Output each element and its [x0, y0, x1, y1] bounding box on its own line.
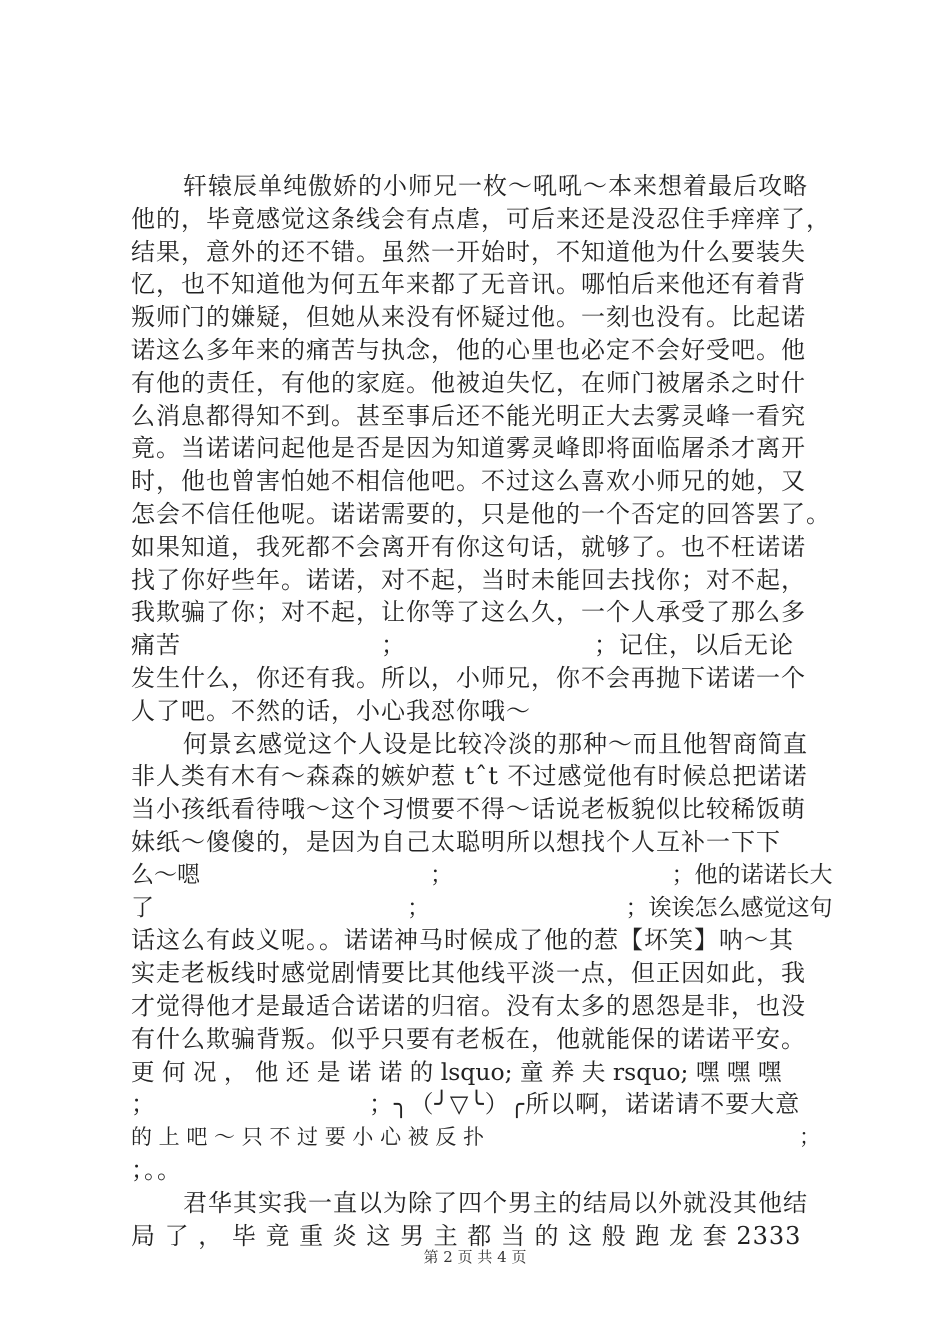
- text-line: 了 ； ；诶诶怎么感觉这句: [131, 894, 833, 921]
- body-text: [131, 170, 831, 1252]
- text-line: 人了吧。不然的话，小心我怼你哦～: [131, 696, 531, 725]
- text-line: 结果，意外的还不错。虽然一开始时，不知道他为什么要装失: [131, 237, 806, 266]
- text-line: 叛师门的嫌疑，但她从来没有怀疑过他。一刻也没有。比起诺: [131, 303, 806, 332]
- text-line: 有他的责任，有他的家庭。他被迫失忆，在师门被屠杀之时什: [131, 368, 806, 397]
- text-line: ； ；╮（╯▽╰）╭所以啊，诺诺请不要大意: [131, 1090, 801, 1119]
- text-line: 局 了 ， 毕 竟 重 炎 这 男 主 都 当 的 这 般 跑 龙 套 2333: [131, 1221, 802, 1250]
- text-line: 么消息都得知不到。甚至事后还不能光明正大去雾灵峰一看究: [131, 401, 806, 430]
- text-line: 非人类有木有～森森的嫉妒惹 tˆt 不过感觉他有时候总把诺诺: [131, 762, 808, 791]
- text-line: 时，他也曾害怕她不相信他吧。不过这么喜欢小师兄的她，又: [131, 467, 806, 496]
- text-line: 的 上 吧 ～ 只 不 过 要 小 心 被 反 扑 ；: [131, 1125, 821, 1150]
- text-line: 话这么有歧义呢。。诺诺神马时候成了他的惹【坏笑】呐～其: [131, 926, 794, 955]
- text-line: 忆，也不知道他为何五年来都了无音讯。哪怕后来他还有着背: [131, 270, 806, 299]
- text-line: ；。。: [131, 1155, 182, 1184]
- text-line: 实走老板线时感觉剧情要比其他线平淡一点，但正因如此，我: [131, 959, 806, 988]
- text-line: 痛苦 ； ；记住，以后无论: [131, 631, 794, 660]
- text-line: 怎会不信任他呢。诺诺需要的，只是他的一个否定的回答罢了。: [131, 499, 831, 528]
- text-line: 如果知道，我死都不会离开有你这句话，就够了。也不枉诺诺: [131, 532, 806, 561]
- text-line: 诺这么多年来的痛苦与执念，他的心里也必定不会好受吧。他: [131, 335, 806, 364]
- text-line: 发生什么，你还有我。所以，小师兄，你不会再抛下诺诺一个: [131, 663, 806, 692]
- text-line: 竟。当诺诺问起他是否是因为知道雾灵峰即将面临屠杀才离开: [131, 434, 806, 463]
- text-line: 才觉得他才是最适合诺诺的归宿。没有太多的恩怨是非，也没: [131, 991, 806, 1020]
- page-number-footer: 第 2 页 共 4 页: [423, 1248, 527, 1266]
- text-line: 当小孩纸看待哦～这个习惯要不得～话说老板貌似比较稀饭萌: [131, 795, 806, 824]
- text-line: 他的，毕竟感觉这条线会有点虐，可后来还是没忍住手痒痒了，: [131, 204, 831, 233]
- text-line: 么～嗯 ； ；他的诺诺长大: [131, 861, 833, 888]
- text-line: 更 何 况 ， 他 还 是 诺 诺 的 lsquo; 童 养 夫 rsquo; 嘿 嘿 嘿: [131, 1057, 782, 1086]
- text-line: 君华其实我一直以为除了四个男主的结局以外就没其他结: [183, 1188, 808, 1217]
- text-line: 妹纸～傻傻的，是因为自己太聪明所以想找个人互补一下下: [131, 827, 781, 856]
- text-line: 有什么欺骗背叛。似乎只要有老板在，他就能保的诺诺平安。: [131, 1024, 806, 1053]
- text-line: 我欺骗了你；对不起，让你等了这么久，一个人承受了那么多: [131, 598, 806, 627]
- text-line: 找了你好些年。诺诺，对不起，当时未能回去找你；对不起，: [131, 565, 806, 594]
- text-line: 轩辕辰单纯傲娇的小师兄一枚～吼吼～本来想着最后攻略: [183, 172, 808, 200]
- text-line: 何景玄感觉这个人设是比较冷淡的那种～而且他智商简直: [183, 729, 808, 758]
